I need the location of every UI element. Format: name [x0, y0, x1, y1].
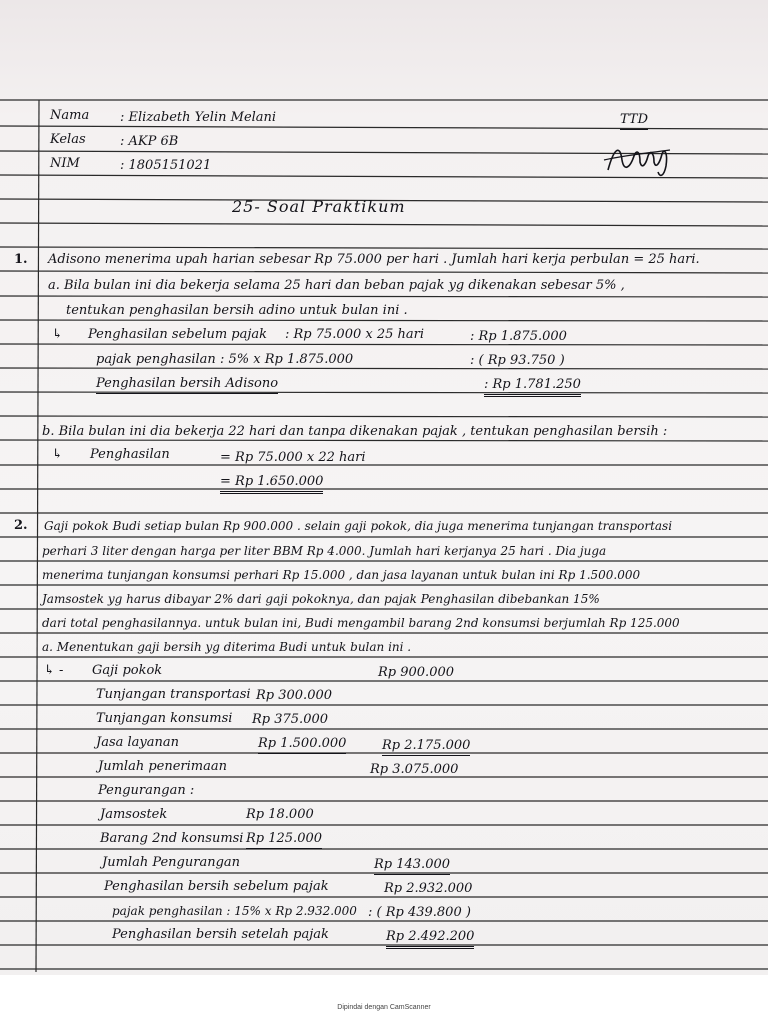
q2-line-6: a. Menentukan gaji bersih yg diterima Budi untuk bulan ini .: [42, 640, 412, 654]
q2-row-mid: Rp 300.000: [256, 688, 333, 703]
q1a-row-label: pajak penghasilan: [96, 352, 216, 367]
ttd-label: TTD: [620, 112, 648, 130]
q2-row-mid: Rp 125.000: [246, 831, 322, 849]
q2-line-5: dari total penghasilannya. untuk bulan ini, Budi mengambil barang 2nd konsumsi berjumlah Rp 125.000: [42, 616, 680, 630]
q2-row-label: pajak penghasilan : 15% x Rp 2.932.000: [112, 904, 357, 918]
q1a-row-result: : Rp 1.875.000: [470, 329, 567, 344]
q2-row-label: Jasa layanan: [96, 735, 180, 750]
q2-row-label: Gaji pokok: [92, 663, 163, 678]
q1b-result: = Rp 1.650.000: [220, 474, 323, 494]
kelas-value: : AKP 6B: [120, 134, 179, 149]
q1a-row-result: : ( Rp 93.750 ): [470, 353, 565, 368]
q1a-row-label: Penghasilan bersih Adisono: [96, 376, 278, 394]
q2-row-right: Rp 900.000: [378, 665, 455, 680]
q1a-row-calc: : Rp 75.000 x 25 hari: [285, 327, 425, 342]
q2-row-label: Penghasilan bersih sebelum pajak: [104, 879, 329, 894]
q1b-calc: = Rp 75.000 x 22 hari: [220, 450, 366, 465]
q2-row-right: Rp 2.492.200: [386, 929, 474, 949]
q1a-row-result: : Rp 1.781.250: [484, 377, 581, 397]
scanner-footer: Dipindai dengan CamScanner: [337, 1004, 431, 1011]
q2-row-label: Tunjangan transportasi: [96, 687, 251, 702]
q2-row-right: Rp 2.932.000: [384, 881, 473, 896]
nama-label: Nama: [50, 108, 90, 123]
q2-row-right: Rp 2.175.000: [382, 738, 470, 756]
nim-value: : 1805151021: [120, 158, 212, 173]
q2-line-4: Jamsostek yg harus dibayar 2% dari gaji pokoknya, dan pajak Penghasilan dibebankan 15%: [42, 592, 600, 606]
q2-row-right: : ( Rp 439.800 ): [368, 905, 471, 920]
q2-row-label: Penghasilan bersih setelah pajak: [112, 927, 329, 942]
q2-row-label: Jamsostek: [100, 807, 168, 822]
q2-row-mid: Rp 1.500.000: [258, 736, 346, 754]
q1a-row-calc: : 5% x Rp 1.875.000: [220, 352, 354, 367]
q2-number: 2.: [14, 518, 28, 533]
q2-row-right: Rp 3.075.000: [370, 762, 459, 777]
q1-line-3: tentukan penghasilan bersih adino untuk bulan ini .: [66, 303, 408, 318]
arrow-1b: ↳: [52, 447, 63, 462]
nama-value: : Elizabeth Yelin Melani: [120, 110, 277, 125]
q2-row-mid: Rp 375.000: [252, 712, 329, 727]
q2-row-mid: Rp 18.000: [246, 807, 314, 822]
q1-line-1: Adisono menerima upah harian sebesar Rp 75.000 per hari . Jumlah hari kerja perbulan = 25 hari.: [48, 252, 700, 267]
q1-line-2: a. Bila bulan ini dia bekerja selama 25 hari dan beban pajak yg dikenakan sebesar 5% ,: [48, 278, 625, 293]
nim-label: NIM: [50, 156, 80, 171]
arrow-2a: ↳ -: [44, 663, 64, 678]
q2-row-label: Barang 2nd konsumsi: [100, 831, 244, 846]
handwritten-signature: [600, 138, 680, 182]
q2-row-label: Jumlah Pengurangan: [102, 855, 241, 870]
q2-row-right: Rp 143.000: [374, 857, 450, 875]
kelas-label: Kelas: [50, 132, 86, 147]
q1a-row-label: Penghasilan sebelum pajak: [88, 327, 268, 342]
q1b-question: b. Bila bulan ini dia bekerja 22 hari dan tanpa dikenakan pajak , tentukan penghasilan bersih :: [42, 424, 668, 439]
q1b-label: Penghasilan: [90, 447, 170, 462]
q2-line-2: perhari 3 liter dengan harga per liter BBM Rp 4.000. Jumlah hari kerjanya 25 hari . Dia juga: [42, 544, 607, 558]
q2-line-3: menerima tunjangan konsumsi perhari Rp 15.000 , dan jasa layanan untuk bulan ini Rp 1.500.000: [42, 568, 641, 582]
page-title: 25- Soal Praktikum: [232, 197, 406, 216]
q2-row-label: Jumlah penerimaan: [98, 759, 227, 774]
q2-line-1: Gaji pokok Budi setiap bulan Rp 900.000 . selain gaji pokok, dia juga menerima tunjangan transportasi: [44, 519, 673, 533]
q2-row-label: Pengurangan :: [98, 783, 195, 798]
q2-row-label: Tunjangan konsumsi: [96, 711, 233, 726]
arrow-1a: ↳: [52, 327, 63, 342]
q1-number: 1.: [14, 252, 28, 267]
